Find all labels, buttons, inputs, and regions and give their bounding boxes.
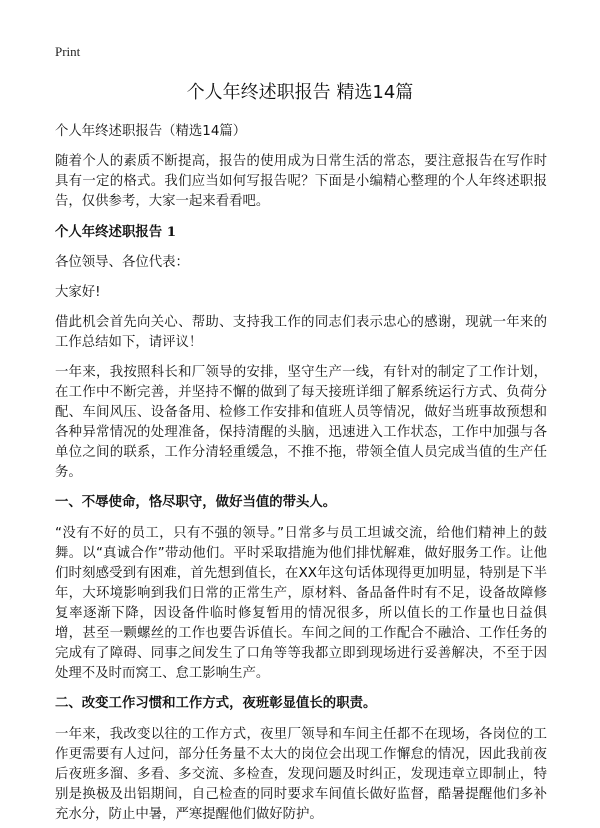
section-2-heading: 二、改变工作习惯和工作方式，夜班彰显值长的职责。: [55, 696, 377, 711]
document-body: [55, 122, 547, 828]
opening-paragraph: 借此机会首先向关心、帮助、支持我工作的同志们表示忠心的感谢，现就一年来的工作总结如下，请评议！: [55, 315, 547, 350]
salutation-leaders: 各位领导、各位代表：: [55, 255, 189, 270]
section-1-heading: 一、不辱使命，恪尽职守，做好当值的带头人。: [55, 495, 337, 510]
section-1-paragraph: “没有不好的员工，只有不强的领导。”日常多与员工坦诚交流，给他们精神上的鼓舞。以“真诚合作”带动他们。平时采取措施为他们排忧解难，做好服务工作。让他们时刻感受到有困难，首先想到值长，在XX年这句话体现得更加明显，特别是下半年，大环境影响到我们日常的正常生产，原材料、备品备件时有不足，设备故障修复率逐渐下降，因设备件临时修复暂用的情况很多，所以值长的工作量也日益俱增，甚至一颗螺丝的工作也要告诉值长。车间之间的工作配合不融洽、工作任务的完成有了障碍、同事之间发生了口角等等我都立即到现场进行妥善解决，不至于因处理不及时而窝工、怠工影响生产。: [55, 526, 547, 681]
intro-paragraph: 随着个人的素质不断提高，报告的使用成为日常生活的常态，要注意报告在写作时具有一定的格式。我们应当如何写报告呢？下面是小编精心整理的个人年终述职报告，仅供参考，大家一起来看看吧。: [55, 154, 547, 209]
print-link[interactable]: Print: [55, 44, 81, 59]
section-2-paragraph: 一年来，我改变以往的工作方式，夜里厂领导和车间主任都不在现场，各岗位的工作更需要有人过问，部分任务量不太大的岗位会出现工作懈怠的情况，因此我前夜后夜班多溜、多看、多交流、多检查，发现问题及时纠正，发现违章立即制止，特别是换极及出铝期间，自己检查的同时要求车间值长做好监督，酷暑提醒他们多补充水分，防止中暑，严寒提醒他们做好防护。: [55, 727, 547, 822]
salutation-greeting: 大家好!: [55, 285, 101, 300]
summary-paragraph: 一年来，我按照科长和厂领导的安排，坚守生产一线，有针对的制定了工作计划，在工作中不断完善，并坚持不懈的做到了每天接班详细了解系统运行方式、负荷分配、车间风压、设备备用、检修工作安排和值班人员等情况，做好当班事故预想和各种异常情况的处理准备，保持清醒的头脑，迅速进入工作状态，工作中加强与各单位之间的联系，工作分清轻重缓急，不推不拖，带领全值人员完成当值的生产任务。: [55, 365, 547, 480]
report-1-heading: 个人年终述职报告 1: [55, 224, 177, 240]
document-subtitle: 个人年终述职报告（精选14篇）: [55, 124, 247, 139]
page-title: 个人年终述职报告 精选14篇: [186, 82, 414, 103]
